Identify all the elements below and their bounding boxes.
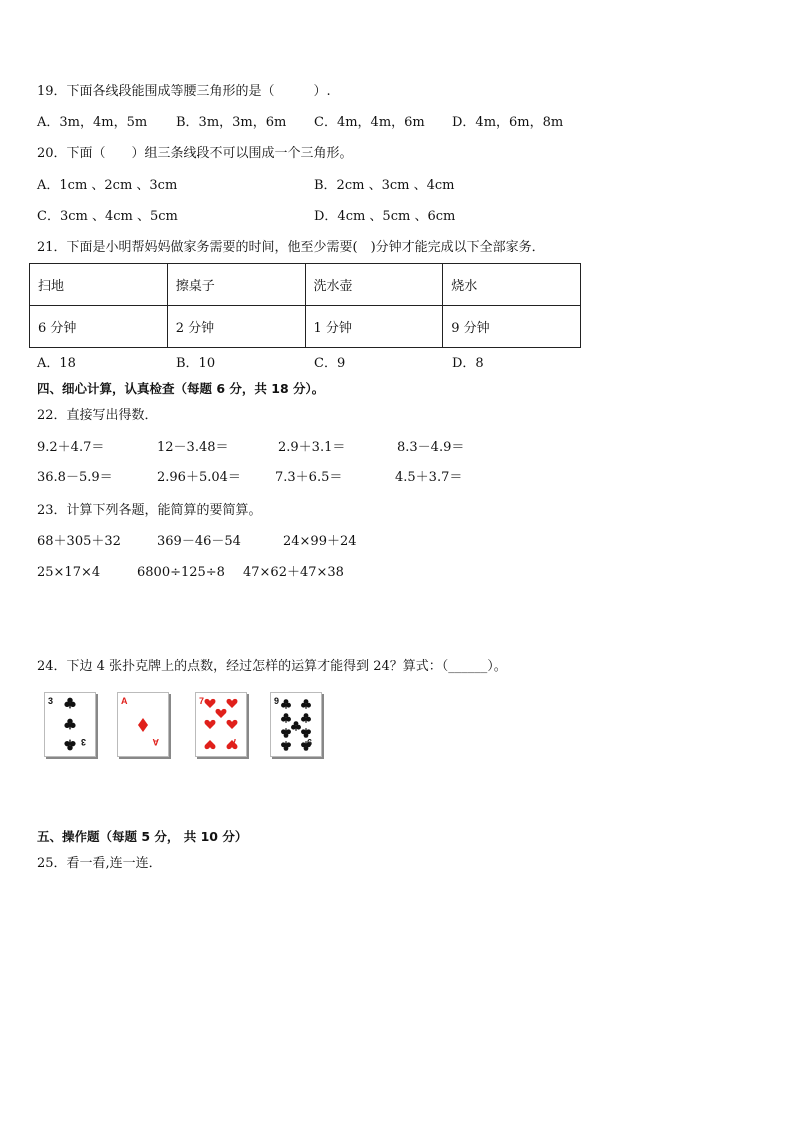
table-cell: 洗水壶 [305, 264, 443, 306]
q22-expression: 12－3.48＝ [157, 440, 229, 455]
q22-expression: 9.2＋4.7＝ [37, 440, 105, 455]
table-cell: 烧水 [443, 264, 581, 306]
q22-expression: 4.5＋3.7＝ [395, 470, 463, 485]
chores-table [29, 263, 581, 348]
card-rank: 7 [231, 737, 237, 747]
card-face-9-clubs [271, 693, 321, 756]
q20-stem: 20．下面（ ）组三条线段不可以围成一个三角形。 [37, 146, 353, 161]
card-rank: 9 [274, 696, 280, 706]
q21-option-b: B．10 [176, 356, 216, 371]
q23-expression: 68＋305＋32 [37, 534, 121, 549]
q20-option-d: D．4cm 、5cm 、6cm [314, 209, 456, 224]
diamond-icon [138, 718, 148, 732]
section-5-title: 五、操作题（每题 5 分， 共 10 分） [37, 829, 248, 844]
card-rank: 7 [199, 696, 205, 706]
q23-expression: 47×62＋47×38 [243, 565, 344, 580]
playing-card-3-clubs [44, 692, 96, 757]
table-cell: 2 分钟 [167, 306, 305, 348]
q20-option-b: B．2cm 、3cm 、4cm [314, 178, 455, 193]
q19-stem: 19．下面各线段能围成等腰三角形的是（ ）. [37, 84, 331, 99]
q25-stem: 25．看一看,连一连． [37, 856, 162, 871]
q20-option-c: C．3cm 、4cm 、5cm [37, 209, 178, 224]
table-row [30, 264, 581, 306]
q22-expression: 7.3＋6.5＝ [275, 470, 343, 485]
q23-stem: 23．计算下列各题，能简算的要简算。 [37, 503, 262, 518]
q19-option-d: D．4m，6m，8m [452, 115, 564, 130]
playing-card-9-clubs [270, 692, 322, 757]
q19-option-a: A．3m，4m，5m [37, 115, 148, 130]
q21-stem: 21．下面是小明帮妈妈做家务需要的时间，他至少需要( )分钟才能完成以下全部家务． [37, 240, 545, 255]
q23-expression: 6800÷125÷8 [137, 565, 225, 580]
q21-option-d: D．8 [452, 356, 484, 371]
card-rank: A [121, 696, 128, 706]
card-face-3-clubs [45, 693, 95, 756]
table-row [30, 306, 581, 348]
q22-expression: 2.9＋3.1＝ [278, 440, 346, 455]
q23-expression: 25×17×4 [37, 565, 101, 580]
card-rank: 3 [48, 696, 54, 706]
q21-option-a: A．18 [37, 356, 76, 371]
section-4-title: 四、细心计算，认真检查（每题 6 分，共 18 分）。 [37, 381, 325, 396]
card-face-ace-diamonds [118, 693, 168, 756]
q24-stem: 24．下边 4 张扑克牌上的点数，经过怎样的运算才能得到 24？算式：（______）。 [37, 659, 507, 674]
q19-option-c: C．4m，4m，6m [314, 115, 425, 130]
q20-option-a: A．1cm 、2cm 、3cm [37, 178, 178, 193]
q22-expression: 8.3－4.9＝ [397, 440, 465, 455]
q22-expression: 2.96＋5.04＝ [157, 470, 241, 485]
q22-stem: 22．直接写出得数． [37, 408, 158, 423]
club-icon [64, 698, 75, 751]
card-rank: 3 [80, 737, 86, 747]
table-cell: 扫地 [30, 264, 168, 306]
table-cell: 6 分钟 [30, 306, 168, 348]
table-cell: 1 分钟 [305, 306, 443, 348]
playing-card-ace-diamonds [117, 692, 169, 757]
q19-option-b: B．3m，3m，6m [176, 115, 287, 130]
table-cell: 9 分钟 [443, 306, 581, 348]
q21-option-c: C．9 [314, 356, 346, 371]
playing-card-7-hearts [195, 692, 247, 757]
club-icon [281, 699, 311, 751]
q23-expression: 24×99＋24 [283, 534, 357, 549]
q22-expression: 36.8－5.9＝ [37, 470, 113, 485]
table-cell: 擦桌子 [167, 264, 305, 306]
card-face-7-hearts [196, 693, 246, 756]
card-rank: A [152, 737, 159, 747]
card-rank: 9 [306, 737, 312, 747]
q23-expression: 369－46－54 [157, 534, 241, 549]
